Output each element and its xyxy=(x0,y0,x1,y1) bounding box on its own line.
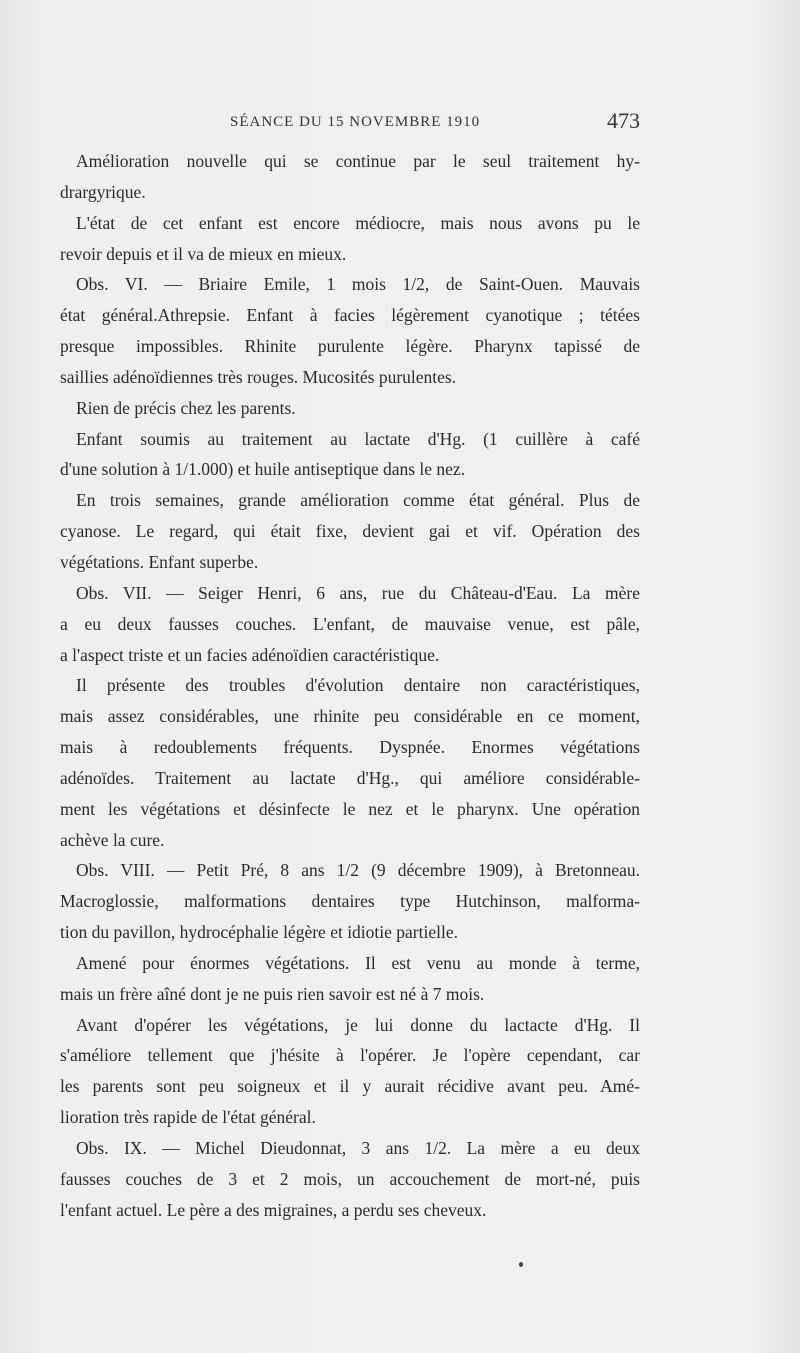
text-line: végétations. Enfant superbe. xyxy=(60,551,259,572)
text-line: fausses couches de 3 et 2 mois, un accouchement de mort-né, puis xyxy=(60,1168,640,1189)
text-line: cyanose. Le regard, qui était fixe, devient gai et vif. Opération des xyxy=(60,521,640,542)
page-number: 473 xyxy=(607,108,640,133)
text-line: ment les végétations et désinfecte le nez et le pharynx. Une opération xyxy=(60,798,640,819)
text-line: Il présente des troubles d'évolution dentaire non caractéristiques, xyxy=(76,675,640,696)
text-line: tion du pavillon, hydrocéphalie légère et idiotie partielle. xyxy=(60,922,458,943)
text-line: presque impossibles. Rhinite purulente légère. Pharynx tapissé de xyxy=(60,336,640,357)
text-line: mais un frère aîné dont je ne puis rien savoir est né à 7 mois. xyxy=(60,983,485,1004)
text-line: achève la cure. xyxy=(60,829,165,850)
text-line: Obs. IX. — Michel Dieudonnat, 3 ans 1/2. La mère a eu deux xyxy=(76,1138,640,1158)
page-header xyxy=(60,108,640,138)
text-line: a eu deux fausses couches. L'enfant, de mauvaise venue, est pâle, xyxy=(60,613,640,634)
text-line: les parents sont peu soigneux et il y aurait récidive avant peu. Amé- xyxy=(60,1076,640,1097)
text-line: saillies adénoïdiennes très rouges. Mucosités purulentes. xyxy=(60,366,457,387)
text-line: Obs. VI. — Briaire Emile, 1 mois 1/2, de Saint-Ouen. Mauvais xyxy=(76,274,640,295)
text-line: d'une solution à 1/1.000) et huile antiseptique dans le nez. xyxy=(60,459,466,480)
text-line: Enfant soumis au traitement au lactate d'Hg. (1 cuillère à café xyxy=(76,428,640,449)
text-line: a l'aspect triste et un facies adénoïdien caractéristique. xyxy=(60,644,440,665)
body-text xyxy=(60,146,640,1226)
text-line: l'enfant actuel. Le père a des migraines, a perdu ses cheveux. xyxy=(60,1199,487,1220)
text-line: Amélioration nouvelle qui se continue par le seul traitement hy- xyxy=(76,151,640,171)
text-line: mais assez considérables, une rhinite peu considérable en ce moment, xyxy=(60,706,640,727)
text-line: En trois semaines, grande amélioration comme état général. Plus de xyxy=(76,490,640,511)
text-line: état général.Athrepsie. Enfant à facies légèrement cyanotique ; tétées xyxy=(60,305,640,326)
text-line: L'état de cet enfant est encore médiocre, mais nous avons pu le xyxy=(76,212,640,233)
text-line: revoir depuis et il va de mieux en mieux. xyxy=(60,243,347,264)
ink-speck xyxy=(519,1262,523,1267)
text-line: Amené pour énormes végétations. Il est venu au monde à terme, xyxy=(76,952,640,973)
running-head: SÉANCE DU 15 NOVEMBRE 1910 xyxy=(230,114,481,130)
text-line: Rien de précis chez les parents. xyxy=(76,397,296,418)
text-line: Macroglossie, malformations dentaires type Hutchinson, malforma- xyxy=(60,891,640,912)
text-line: Avant d'opérer les végétations, je lui donne du lactacte d'Hg. Il xyxy=(76,1014,640,1035)
text-line: drargyrique. xyxy=(60,181,146,202)
text-line: Obs. VIII. — Petit Pré, 8 ans 1/2 (9 décembre 1909), à Bretonneau. xyxy=(76,860,640,881)
text-line: adénoïdes. Traitement au lactate d'Hg., qui améliore considérable- xyxy=(60,767,640,788)
text-line: Obs. VII. — Seiger Henri, 6 ans, rue du Château-d'Eau. La mère xyxy=(76,582,640,603)
text-line: lioration très rapide de l'état général. xyxy=(60,1107,316,1128)
text-line: s'améliore tellement que j'hésite à l'opérer. Je l'opère cependant, car xyxy=(60,1045,640,1066)
text-line: mais à redoublements fréquents. Dyspnée. Enormes végétations xyxy=(60,737,640,758)
